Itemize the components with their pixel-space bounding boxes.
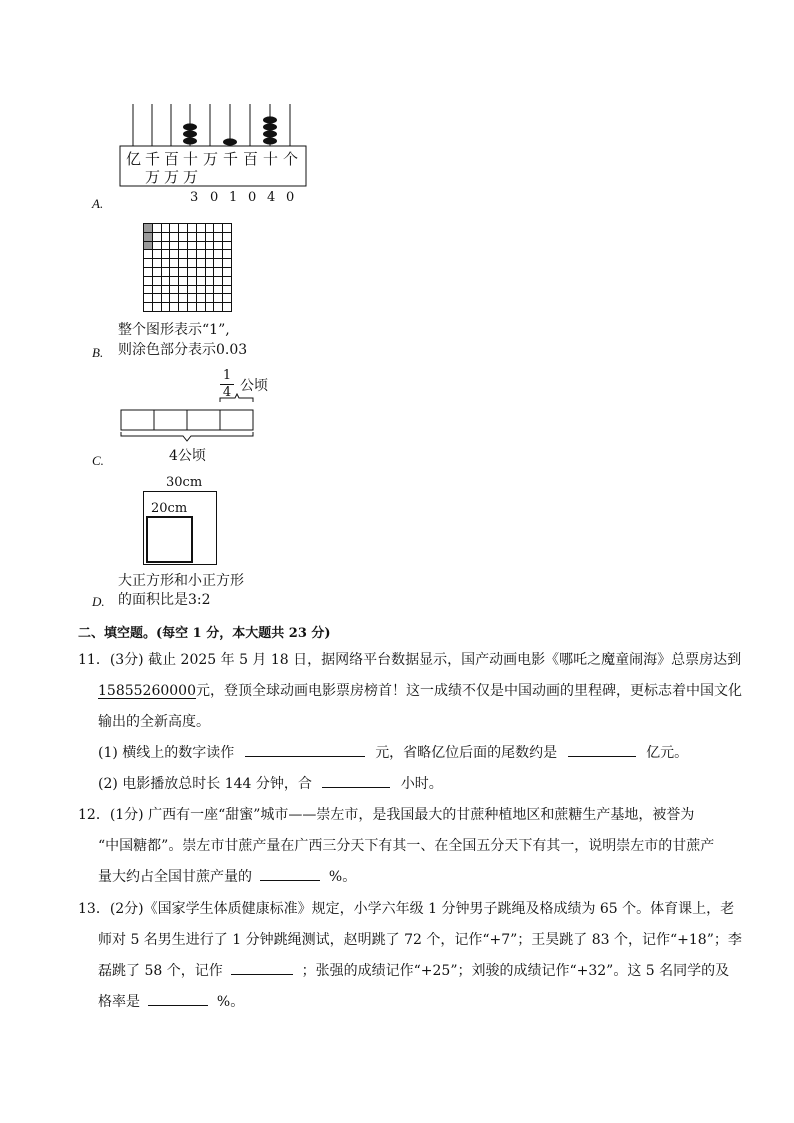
grid-cell	[179, 250, 188, 259]
grid-cell	[153, 250, 162, 259]
section-heading: 二、填空题。(每空 1 分，本大题共 23 分)	[78, 626, 331, 641]
grid-cell	[206, 224, 215, 233]
question-12	[78, 800, 728, 893]
grid-cell	[153, 303, 162, 312]
grid-cell	[162, 224, 171, 233]
grid-cell	[197, 233, 206, 242]
hundred-grid	[143, 223, 232, 312]
grid-cell	[179, 242, 188, 251]
grid-cell	[170, 286, 179, 295]
grid-cell	[179, 259, 188, 268]
small-square	[146, 516, 193, 563]
grid-cell	[214, 277, 223, 286]
grid-cell	[153, 259, 162, 268]
q13-line3-text-b: ；张强的成绩记作“+25”；刘骏的成绩记作“+32”。这 5 名同学的及	[301, 963, 730, 979]
q11-line1: 11．(3分) 截止 2025 年 5 月 18 日，据网络平台数据显示，国产动画电影《哪吒之魔童闹海》总票房达到	[78, 652, 742, 668]
place-label: 万	[145, 168, 161, 186]
fraction-numerator: 1	[222, 368, 232, 383]
grid-cell	[214, 259, 223, 268]
grid-cell	[188, 242, 197, 251]
place-label: 万	[183, 168, 199, 186]
grid-cell	[162, 286, 171, 295]
grid-cell	[170, 303, 179, 312]
grid-cell	[197, 303, 206, 312]
grid-cell	[153, 224, 162, 233]
option-b-letter: B.	[92, 345, 104, 360]
option-a	[0, 0, 794, 215]
q13-answer-blank-pass-rate[interactable]	[148, 991, 208, 1006]
digit: 0	[210, 190, 219, 205]
q11-sub1-text-c: 亿元。	[646, 745, 689, 761]
grid-cell	[223, 286, 232, 295]
grid-cell	[170, 268, 179, 277]
grid-cell	[179, 268, 188, 277]
grid-cell	[162, 242, 171, 251]
abacus-place-labels-top	[120, 148, 306, 168]
place-label: 十	[263, 150, 279, 168]
question-13	[78, 894, 742, 1018]
grid-cell	[170, 259, 179, 268]
grid-cell	[153, 233, 162, 242]
q13-answer-blank-record[interactable]	[231, 960, 293, 975]
q11-sub2-text-a: (2) 电影播放总时长 144 分钟，合	[98, 776, 312, 792]
grid-cell	[214, 224, 223, 233]
option-d-caption-1: 大正方形和小正方形	[118, 573, 244, 589]
option-a-letter: A.	[92, 196, 104, 211]
q12-line3	[78, 862, 728, 893]
abacus-digits	[190, 190, 310, 208]
grid-cell	[223, 242, 232, 251]
grid-cell	[214, 286, 223, 295]
grid-cell	[179, 294, 188, 303]
grid-cell	[162, 233, 171, 242]
q11-line2	[78, 676, 742, 707]
fraction-denominator: 4	[222, 385, 232, 400]
q12-answer-blank[interactable]	[260, 866, 320, 881]
place-label: 万	[164, 168, 180, 186]
grid-cell	[188, 303, 197, 312]
option-d-letter: D.	[92, 594, 105, 609]
grid-cell	[206, 250, 215, 259]
q12-line2: “中国糖都”。崇左市甘蔗产量在广西三分天下有其一、在全国五分天下有其一，说明崇左市的甘蔗产	[98, 838, 715, 854]
q11-line3: 输出的全新高度。	[98, 714, 210, 730]
grid-cell	[197, 259, 206, 268]
grid-cell	[144, 294, 153, 303]
q13-line4-text-a: 格率是	[98, 994, 140, 1010]
grid-cell	[206, 259, 215, 268]
q11-sub1	[78, 738, 728, 769]
grid-cell	[144, 277, 153, 286]
option-c	[0, 365, 794, 470]
option-b	[0, 215, 794, 365]
grid-cell	[188, 286, 197, 295]
grid-cell	[223, 224, 232, 233]
grid-cell	[179, 303, 188, 312]
digit: 0	[248, 190, 257, 205]
fraction	[220, 369, 234, 400]
place-label: 亿	[126, 150, 142, 168]
grid-cell	[223, 268, 232, 277]
fraction-unit: 公顷	[240, 378, 268, 394]
grid-cell	[153, 294, 162, 303]
place-label: 百	[243, 150, 259, 168]
grid-cell	[197, 286, 206, 295]
grid-cell	[170, 224, 179, 233]
q11-sub1-text-a: (1) 横线上的数字读作	[98, 745, 235, 761]
grid-cell	[206, 294, 215, 303]
grid-cell	[162, 277, 171, 286]
grid-cell	[188, 233, 197, 242]
bar-total-label: 4公顷	[169, 448, 206, 464]
grid-cell	[170, 233, 179, 242]
grid-cell	[188, 268, 197, 277]
q11-box-office-number: 15855260000	[98, 683, 196, 699]
grid-cell	[197, 294, 206, 303]
q11-sub2-text-b: 小时。	[400, 776, 443, 792]
place-label: 万	[203, 150, 219, 168]
option-d-caption-2: 的面积比是3:2	[118, 592, 211, 608]
grid-cell	[170, 277, 179, 286]
digit: 3	[190, 190, 199, 205]
grid-cell	[162, 259, 171, 268]
grid-cell	[214, 242, 223, 251]
grid-cell	[188, 294, 197, 303]
grid-cell	[223, 277, 232, 286]
grid-cell	[188, 250, 197, 259]
grid-cell	[197, 224, 206, 233]
q13-line1: 13．(2分)《国家学生体质健康标准》规定，小学六年级 1 分钟男子跳绳及格成绩为 65 个。体育课上，老	[78, 901, 735, 917]
grid-cell	[223, 250, 232, 259]
q13-line3-text-a: 磊跳了 58 个，记作	[98, 963, 223, 979]
grid-cell	[153, 277, 162, 286]
digit: 4	[267, 190, 276, 205]
grid-cell	[206, 303, 215, 312]
grid-cell	[188, 277, 197, 286]
grid-cell	[223, 303, 232, 312]
grid-cell	[223, 294, 232, 303]
place-label: 百	[164, 150, 180, 168]
grid-cell	[144, 286, 153, 295]
grid-cell	[206, 233, 215, 242]
q12-line1: 12．(1分) 广西有一座“甜蜜”城市——崇左市，是我国最大的甘蔗种植地区和蔗糖生产基地，被誉为	[78, 807, 695, 823]
grid-cell	[144, 250, 153, 259]
q12-line3-text-b: %。	[328, 869, 357, 885]
grid-cell	[153, 286, 162, 295]
grid-cell	[144, 224, 153, 233]
small-square-side-label: 20cm	[151, 501, 188, 516]
grid-cell	[170, 250, 179, 259]
place-label: 个	[283, 150, 299, 168]
place-label: 千	[145, 150, 161, 168]
grid-cell	[214, 233, 223, 242]
grid-cell	[153, 268, 162, 277]
grid-cell	[214, 294, 223, 303]
q13-line2: 师对 5 名男生进行了 1 分钟跳绳测试，赵明跳了 72 个，记作“+7”；王昊跳了 83 个，记作“+18”；李	[98, 932, 742, 948]
grid-cell	[179, 224, 188, 233]
q11-answer-blank-yi[interactable]	[568, 742, 636, 757]
digit: 0	[286, 190, 295, 205]
q11-sub1-text-b: 元，省略亿位后面的尾数约是	[375, 745, 558, 761]
grid-cell	[188, 224, 197, 233]
grid-cell	[162, 294, 171, 303]
grid-cell	[162, 268, 171, 277]
grid-cell	[144, 259, 153, 268]
grid-cell	[179, 286, 188, 295]
q11-answer-blank-reading[interactable]	[245, 742, 365, 757]
grid-cell	[206, 286, 215, 295]
grid-cell	[214, 268, 223, 277]
grid-cell	[179, 277, 188, 286]
grid-cell	[144, 233, 153, 242]
question-11	[78, 645, 742, 800]
grid-cell	[197, 250, 206, 259]
grid-cell	[223, 259, 232, 268]
q13-line3	[78, 956, 728, 987]
grid-cell	[144, 303, 153, 312]
grid-cell	[170, 242, 179, 251]
grid-cell	[197, 277, 206, 286]
grid-cell	[197, 268, 206, 277]
grid-cell	[206, 268, 215, 277]
grid-cell	[188, 259, 197, 268]
grid-cell	[223, 233, 232, 242]
abacus-place-labels-bottom	[120, 166, 306, 186]
option-c-letter: C.	[92, 453, 104, 468]
option-b-caption-2: 则涂色部分表示0.03	[118, 342, 248, 358]
grid-cell	[162, 250, 171, 259]
option-d	[0, 470, 794, 615]
grid-cell	[144, 268, 153, 277]
grid-cell	[197, 242, 206, 251]
place-label: 十	[183, 150, 199, 168]
grid-cell	[206, 242, 215, 251]
grid-cell	[214, 250, 223, 259]
grid-cell	[206, 277, 215, 286]
q11-sub2	[78, 769, 728, 800]
q12-line3-text-a: 量大约占全国甘蔗产量的	[98, 869, 252, 885]
q13-line4-text-b: %。	[216, 994, 245, 1010]
grid-cell	[170, 294, 179, 303]
grid-cell	[179, 233, 188, 242]
q11-line2-text: 元，登顶全球动画电影票房榜首！这一成绩不仅是中国动画的里程碑，更标志着中国文化	[195, 683, 742, 699]
grid-cell	[153, 242, 162, 251]
place-label: 千	[223, 150, 239, 168]
option-b-caption-1: 整个图形表示“1”,	[118, 322, 230, 338]
digit: 1	[229, 190, 238, 205]
q13-line4	[78, 987, 728, 1018]
big-square-side-label: 30cm	[166, 475, 203, 490]
grid-cell	[162, 303, 171, 312]
grid-cell	[214, 303, 223, 312]
grid-cell	[144, 242, 153, 251]
q11-answer-blank-hours[interactable]	[322, 773, 390, 788]
